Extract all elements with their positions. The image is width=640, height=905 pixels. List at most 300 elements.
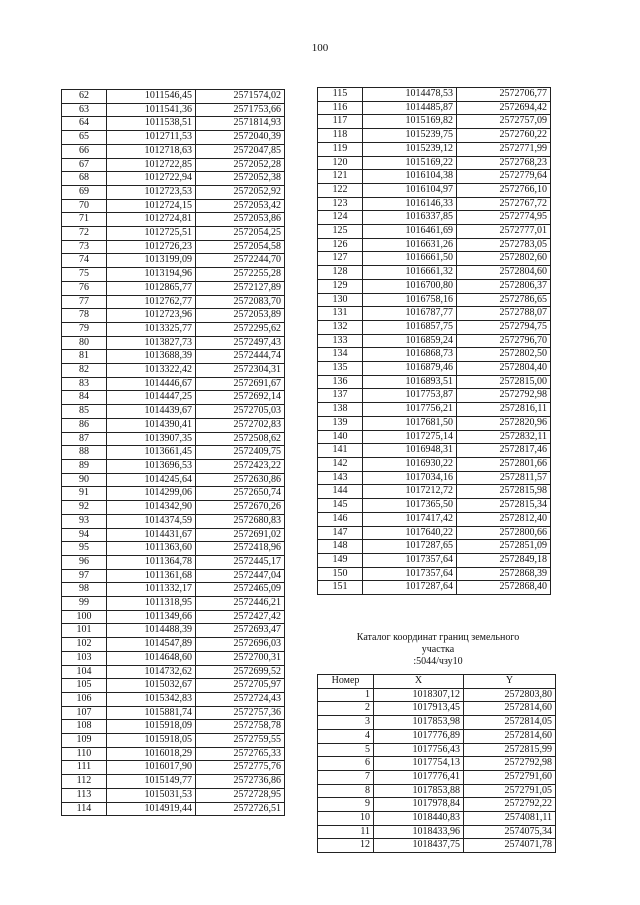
y-cell: 2572423,22 (196, 459, 285, 473)
table-row (318, 526, 551, 540)
y-cell: 2572630,86 (196, 473, 285, 487)
table-row (318, 156, 551, 170)
x-cell: 1017287,64 (363, 581, 457, 595)
x-cell: 1017756,21 (363, 403, 457, 417)
y-cell: 2572700,31 (196, 651, 285, 665)
table-row (62, 281, 285, 295)
table-row (62, 350, 285, 364)
x-cell: 1012762,77 (107, 295, 196, 309)
table-row (62, 144, 285, 158)
y-cell: 2572691,02 (196, 528, 285, 542)
x-cell: 1016631,26 (363, 238, 457, 252)
number-cell: 132 (318, 320, 363, 334)
x-cell: 1018437,75 (374, 839, 464, 853)
table-row (318, 403, 551, 417)
number-cell: 139 (318, 416, 363, 430)
number-cell: 98 (62, 583, 107, 597)
number-cell: 8 (318, 784, 374, 798)
y-cell: 2572053,89 (196, 309, 285, 323)
y-cell: 2572508,62 (196, 432, 285, 446)
table-row (318, 457, 551, 471)
table-row (318, 211, 551, 225)
x-cell: 1013199,09 (107, 254, 196, 268)
number-cell: 111 (62, 761, 107, 775)
number-cell: 87 (62, 432, 107, 446)
catalog-header-x: X (374, 675, 464, 689)
number-cell: 78 (62, 309, 107, 323)
table-row (62, 432, 285, 446)
number-cell: 96 (62, 555, 107, 569)
table-row (62, 227, 285, 241)
table-row (318, 197, 551, 211)
table-row (62, 734, 285, 748)
table-row (62, 459, 285, 473)
coordinates-table-right-body (318, 88, 551, 595)
y-cell: 2572054,25 (196, 227, 285, 241)
number-cell: 110 (62, 747, 107, 761)
x-cell: 1011318,95 (107, 597, 196, 611)
x-cell: 1017853,88 (374, 784, 464, 798)
y-cell: 2572702,83 (196, 418, 285, 432)
table-row (62, 802, 285, 816)
y-cell: 2572849,18 (457, 553, 551, 567)
y-cell: 2572801,66 (457, 457, 551, 471)
table-row (318, 485, 551, 499)
x-cell: 1016461,69 (363, 225, 457, 239)
x-cell: 1015032,67 (107, 679, 196, 693)
x-cell: 1014485,87 (363, 101, 457, 115)
y-cell: 2572052,28 (196, 158, 285, 172)
x-cell: 1016930,22 (363, 457, 457, 471)
y-cell: 2572699,52 (196, 665, 285, 679)
y-cell: 2572728,95 (196, 788, 285, 802)
x-cell: 1013661,45 (107, 446, 196, 460)
number-cell: 11 (318, 825, 374, 839)
y-cell: 2572052,92 (196, 185, 285, 199)
y-cell: 2572802,60 (457, 252, 551, 266)
number-cell: 113 (62, 788, 107, 802)
x-cell: 1017681,50 (363, 416, 457, 430)
x-cell: 1012711,53 (107, 131, 196, 145)
number-cell: 70 (62, 199, 107, 213)
x-cell: 1017357,64 (363, 567, 457, 581)
table-row (62, 405, 285, 419)
y-cell: 2572814,60 (464, 729, 556, 743)
table-row (318, 293, 551, 307)
table-row (318, 238, 551, 252)
table-row (62, 720, 285, 734)
x-cell: 1017417,42 (363, 512, 457, 526)
x-cell: 1016146,33 (363, 197, 457, 211)
catalog-table (317, 674, 556, 853)
table-row (62, 254, 285, 268)
number-cell: 89 (62, 459, 107, 473)
x-cell: 1012725,51 (107, 227, 196, 241)
table-row (318, 362, 551, 376)
x-cell: 1016017,90 (107, 761, 196, 775)
table-row (62, 528, 285, 542)
y-cell: 2572706,77 (457, 88, 551, 102)
table-row (318, 183, 551, 197)
table-row (318, 115, 551, 129)
x-cell: 1013322,42 (107, 364, 196, 378)
catalog-row (318, 825, 556, 839)
number-cell: 123 (318, 197, 363, 211)
number-cell: 115 (318, 88, 363, 102)
number-cell: 86 (62, 418, 107, 432)
x-cell: 1017754,13 (374, 757, 464, 771)
x-cell: 1014478,53 (363, 88, 457, 102)
y-cell: 2572244,70 (196, 254, 285, 268)
table-row (62, 761, 285, 775)
number-cell: 88 (62, 446, 107, 460)
y-cell: 2572694,42 (457, 101, 551, 115)
number-cell: 125 (318, 225, 363, 239)
number-cell: 128 (318, 266, 363, 280)
x-cell: 1016859,24 (363, 334, 457, 348)
y-cell: 2572465,09 (196, 583, 285, 597)
x-cell: 1015881,74 (107, 706, 196, 720)
table-row (318, 553, 551, 567)
x-cell: 1017978,84 (374, 798, 464, 812)
table-row (62, 268, 285, 282)
number-cell: 90 (62, 473, 107, 487)
table-row (318, 581, 551, 595)
y-cell: 2572757,09 (457, 115, 551, 129)
number-cell: 119 (318, 142, 363, 156)
table-row (318, 512, 551, 526)
x-cell: 1015239,75 (363, 129, 457, 143)
number-cell: 116 (318, 101, 363, 115)
catalog-row (318, 839, 556, 853)
y-cell: 2572796,70 (457, 334, 551, 348)
number-cell: 126 (318, 238, 363, 252)
x-cell: 1015169,82 (363, 115, 457, 129)
x-cell: 1017212,72 (363, 485, 457, 499)
number-cell: 91 (62, 487, 107, 501)
number-cell: 6 (318, 757, 374, 771)
table-row (318, 88, 551, 102)
y-cell: 2572760,22 (457, 129, 551, 143)
table-row (62, 90, 285, 104)
table-row (318, 567, 551, 581)
table-row (62, 569, 285, 583)
y-cell: 2572771,99 (457, 142, 551, 156)
y-cell: 2572053,86 (196, 213, 285, 227)
x-cell: 1014374,59 (107, 514, 196, 528)
x-cell: 1013907,35 (107, 432, 196, 446)
number-cell: 145 (318, 499, 363, 513)
x-cell: 1014547,89 (107, 638, 196, 652)
y-cell: 2572804,40 (457, 362, 551, 376)
x-cell: 1014447,25 (107, 391, 196, 405)
number-cell: 142 (318, 457, 363, 471)
table-row (62, 597, 285, 611)
table-row (318, 334, 551, 348)
y-cell: 2572765,33 (196, 747, 285, 761)
x-cell: 1017776,89 (374, 729, 464, 743)
number-cell: 117 (318, 115, 363, 129)
table-row (62, 706, 285, 720)
number-cell: 5 (318, 743, 374, 757)
table-row (62, 638, 285, 652)
number-cell: 147 (318, 526, 363, 540)
x-cell: 1013325,77 (107, 322, 196, 336)
x-cell: 1014431,67 (107, 528, 196, 542)
coordinates-table-right (317, 87, 551, 595)
y-cell: 2572759,55 (196, 734, 285, 748)
table-row (62, 501, 285, 515)
number-cell: 149 (318, 553, 363, 567)
x-cell: 1015169,22 (363, 156, 457, 170)
page-number: 100 (311, 42, 329, 54)
number-cell: 102 (62, 638, 107, 652)
x-cell: 1013688,39 (107, 350, 196, 364)
number-cell: 134 (318, 348, 363, 362)
table-row (318, 170, 551, 184)
catalog-row (318, 729, 556, 743)
number-cell: 62 (62, 90, 107, 104)
x-cell: 1017753,87 (363, 389, 457, 403)
x-cell: 1014446,67 (107, 377, 196, 391)
y-cell: 2571753,66 (196, 103, 285, 117)
x-cell: 1012718,63 (107, 144, 196, 158)
x-cell: 1016104,38 (363, 170, 457, 184)
catalog-title-line-1: Каталог координат границ земельного (356, 632, 520, 643)
table-row (62, 542, 285, 556)
y-cell: 2572815,99 (464, 743, 556, 757)
number-cell: 106 (62, 692, 107, 706)
coordinates-table-left (61, 89, 285, 816)
number-cell: 99 (62, 597, 107, 611)
x-cell: 1016868,73 (363, 348, 457, 362)
number-cell: 129 (318, 279, 363, 293)
y-cell: 2571574,02 (196, 90, 285, 104)
table-row (318, 540, 551, 554)
catalog-row (318, 702, 556, 716)
catalog-header-y: Y (464, 675, 556, 689)
y-cell: 2572304,31 (196, 364, 285, 378)
number-cell: 151 (318, 581, 363, 595)
number-cell: 75 (62, 268, 107, 282)
table-row (318, 142, 551, 156)
number-cell: 84 (62, 391, 107, 405)
y-cell: 2572803,80 (464, 688, 556, 702)
table-row (62, 336, 285, 350)
x-cell: 1011361,68 (107, 569, 196, 583)
number-cell: 9 (318, 798, 374, 812)
x-cell: 1016104,97 (363, 183, 457, 197)
y-cell: 2571814,93 (196, 117, 285, 131)
y-cell: 2572295,62 (196, 322, 285, 336)
y-cell: 2572792,98 (464, 757, 556, 771)
y-cell: 2572766,10 (457, 183, 551, 197)
x-cell: 1018440,83 (374, 812, 464, 826)
number-cell: 150 (318, 567, 363, 581)
number-cell: 72 (62, 227, 107, 241)
x-cell: 1017756,43 (374, 743, 464, 757)
number-cell: 66 (62, 144, 107, 158)
table-row (318, 416, 551, 430)
y-cell: 2572680,83 (196, 514, 285, 528)
y-cell: 2574081,11 (464, 812, 556, 826)
y-cell: 2572832,11 (457, 430, 551, 444)
number-cell: 101 (62, 624, 107, 638)
number-cell: 104 (62, 665, 107, 679)
y-cell: 2572692,14 (196, 391, 285, 405)
x-cell: 1014342,90 (107, 501, 196, 515)
y-cell: 2572127,89 (196, 281, 285, 295)
number-cell: 63 (62, 103, 107, 117)
y-cell: 2572791,60 (464, 770, 556, 784)
x-cell: 1018433,96 (374, 825, 464, 839)
x-cell: 1017853,98 (374, 716, 464, 730)
x-cell: 1011541,36 (107, 103, 196, 117)
x-cell: 1016879,46 (363, 362, 457, 376)
x-cell: 1012722,85 (107, 158, 196, 172)
y-cell: 2572444,74 (196, 350, 285, 364)
table-row (62, 747, 285, 761)
table-row (318, 101, 551, 115)
table-row (62, 788, 285, 802)
x-cell: 1016787,77 (363, 307, 457, 321)
x-cell: 1011349,66 (107, 610, 196, 624)
x-cell: 1016661,32 (363, 266, 457, 280)
x-cell: 1016893,51 (363, 375, 457, 389)
x-cell: 1018307,12 (374, 688, 464, 702)
table-row (62, 665, 285, 679)
number-cell: 141 (318, 444, 363, 458)
table-row (318, 389, 551, 403)
number-cell: 138 (318, 403, 363, 417)
y-cell: 2572815,98 (457, 485, 551, 499)
y-cell: 2572497,43 (196, 336, 285, 350)
y-cell: 2574071,78 (464, 839, 556, 853)
y-cell: 2572774,95 (457, 211, 551, 225)
y-cell: 2572816,11 (457, 403, 551, 417)
catalog-row (318, 798, 556, 812)
number-cell: 120 (318, 156, 363, 170)
y-cell: 2572705,97 (196, 679, 285, 693)
number-cell: 65 (62, 131, 107, 145)
number-cell: 100 (62, 610, 107, 624)
y-cell: 2572768,23 (457, 156, 551, 170)
number-cell: 118 (318, 129, 363, 143)
number-cell: 95 (62, 542, 107, 556)
number-cell: 131 (318, 307, 363, 321)
y-cell: 2572792,98 (457, 389, 551, 403)
y-cell: 2572777,01 (457, 225, 551, 239)
x-cell: 1015031,53 (107, 788, 196, 802)
number-cell: 105 (62, 679, 107, 693)
x-cell: 1012723,53 (107, 185, 196, 199)
number-cell: 79 (62, 322, 107, 336)
number-cell: 130 (318, 293, 363, 307)
number-cell: 112 (62, 775, 107, 789)
number-cell: 68 (62, 172, 107, 186)
y-cell: 2572792,22 (464, 798, 556, 812)
table-row (318, 499, 551, 513)
catalog-row (318, 812, 556, 826)
y-cell: 2572758,78 (196, 720, 285, 734)
y-cell: 2572802,50 (457, 348, 551, 362)
table-row (62, 199, 285, 213)
y-cell: 2572650,74 (196, 487, 285, 501)
y-cell: 2572040,39 (196, 131, 285, 145)
table-row (62, 185, 285, 199)
catalog-row (318, 743, 556, 757)
y-cell: 2572820,96 (457, 416, 551, 430)
x-cell: 1017776,41 (374, 770, 464, 784)
x-cell: 1012724,15 (107, 199, 196, 213)
number-cell: 74 (62, 254, 107, 268)
y-cell: 2572693,47 (196, 624, 285, 638)
y-cell: 2572811,57 (457, 471, 551, 485)
table-row (62, 473, 285, 487)
number-cell: 1 (318, 688, 374, 702)
x-cell: 1016337,85 (363, 211, 457, 225)
y-cell: 2572804,60 (457, 266, 551, 280)
y-cell: 2572696,03 (196, 638, 285, 652)
y-cell: 2572705,03 (196, 405, 285, 419)
x-cell: 1017275,14 (363, 430, 457, 444)
number-cell: 127 (318, 252, 363, 266)
y-cell: 2572788,07 (457, 307, 551, 321)
table-row (318, 307, 551, 321)
table-row (318, 129, 551, 143)
x-cell: 1013827,73 (107, 336, 196, 350)
table-row (62, 117, 285, 131)
x-cell: 1017640,22 (363, 526, 457, 540)
x-cell: 1013696,53 (107, 459, 196, 473)
coordinates-table-left-body (62, 90, 285, 816)
table-row (62, 364, 285, 378)
number-cell: 7 (318, 770, 374, 784)
number-cell: 135 (318, 362, 363, 376)
table-row (62, 377, 285, 391)
y-cell: 2572794,75 (457, 320, 551, 334)
x-cell: 1015239,12 (363, 142, 457, 156)
number-cell: 94 (62, 528, 107, 542)
x-cell: 1012723,96 (107, 309, 196, 323)
table-row (62, 651, 285, 665)
x-cell: 1015918,09 (107, 720, 196, 734)
number-cell: 82 (62, 364, 107, 378)
table-row (318, 320, 551, 334)
y-cell: 2572815,00 (457, 375, 551, 389)
x-cell: 1016857,75 (363, 320, 457, 334)
x-cell: 1011546,45 (107, 90, 196, 104)
y-cell: 2572786,65 (457, 293, 551, 307)
y-cell: 2572724,43 (196, 692, 285, 706)
table-row (318, 252, 551, 266)
catalog-title-line-3: :5044/чзу10 (413, 656, 463, 667)
table-row (62, 514, 285, 528)
number-cell: 97 (62, 569, 107, 583)
y-cell: 2572427,42 (196, 610, 285, 624)
x-cell: 1012865,77 (107, 281, 196, 295)
number-cell: 92 (62, 501, 107, 515)
number-cell: 10 (318, 812, 374, 826)
number-cell: 122 (318, 183, 363, 197)
number-cell: 140 (318, 430, 363, 444)
y-cell: 2572851,09 (457, 540, 551, 554)
y-cell: 2574075,34 (464, 825, 556, 839)
y-cell: 2572868,40 (457, 581, 551, 595)
x-cell: 1014245,64 (107, 473, 196, 487)
y-cell: 2572814,60 (464, 702, 556, 716)
number-cell: 107 (62, 706, 107, 720)
